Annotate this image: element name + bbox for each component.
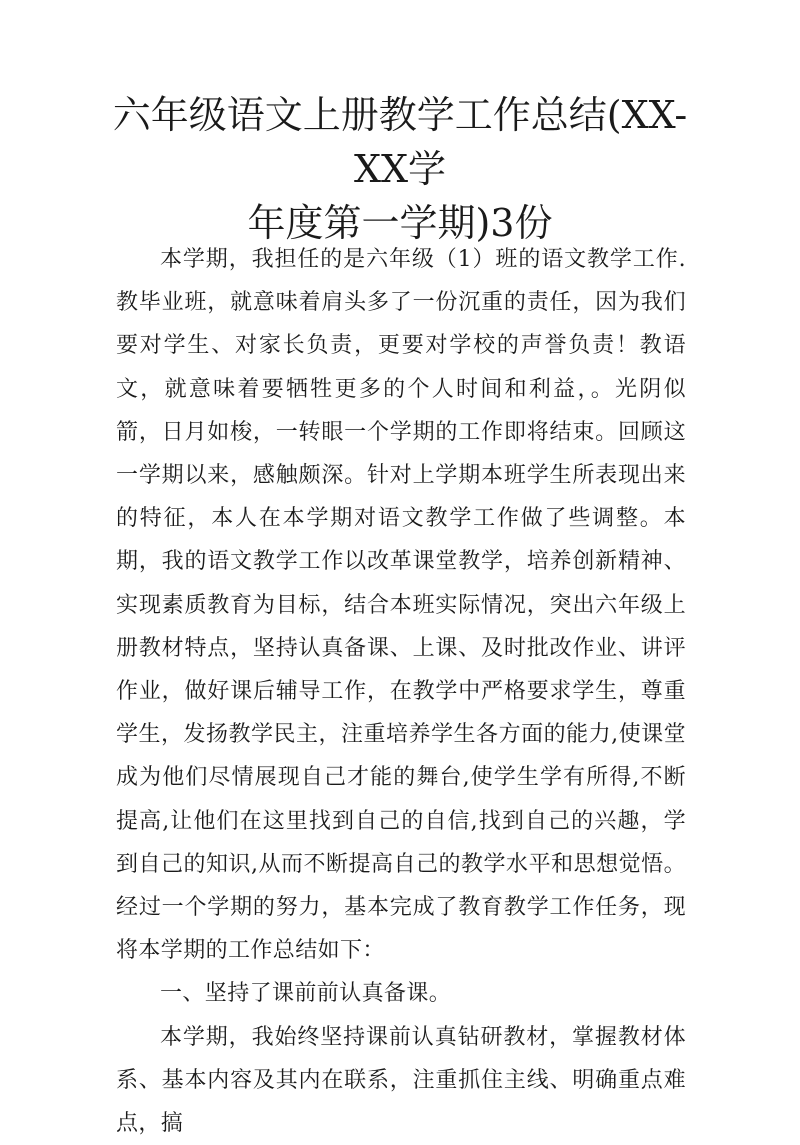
paragraph-intro: 本学期，我担任的是六年级（1）班的语文教学工作.教毕业班，就意味着肩头多了一份沉重的责任，因为我们要对学生、对家长负责，更要对学校的声誉负责！教语文，就意味着要牺牲更多的个人时间和利益，。光阴似箭，日月如梭，一转眼一个学期的工作即将结束。回顾这一学期以来，感触颇深。针对上学期本班学生所表现出来的特征，本人在本学期对语文教学工作做了些调整。本期，我的语文教学工作以改革课堂教学，培养创新精神、实现素质教育为目标，结合本班实际情况，突出六年级上册教材特点，坚持认真备课、上课、及时批改作业、讲评作业，做好课后辅导工作，在教学中严格要求学生，尊重学生，发扬教学民主，注重培养学生各方面的能力,使课堂成为他们尽情展现自己才能的舞台,使学生学有所得,不断提高,让他们在这里找到自己的自信,找到自己的兴趣，学到自己的知识,从而不断提高自己的教学水平和思想觉悟。经过一个学期的努力，基本完成了教育教学工作任务，现将本学期的工作总结如下： xyxy=(116,247,686,964)
paragraph-section-1: 本学期，我始终坚持课前认真钻研教材，掌握教材体系、基本内容及其内在联系，注重抓住主线、明确重点难点，搞 xyxy=(116,1024,686,1137)
section-heading-1: 一、坚持了课前前认真备课。 xyxy=(160,981,452,1007)
document-body xyxy=(116,238,686,1145)
document-title xyxy=(100,88,700,250)
title-line-2: 年度第一学期)3份 xyxy=(247,201,553,245)
title-line-1: 六年级语文上册教学工作总结(XX-XX学 xyxy=(112,93,688,191)
